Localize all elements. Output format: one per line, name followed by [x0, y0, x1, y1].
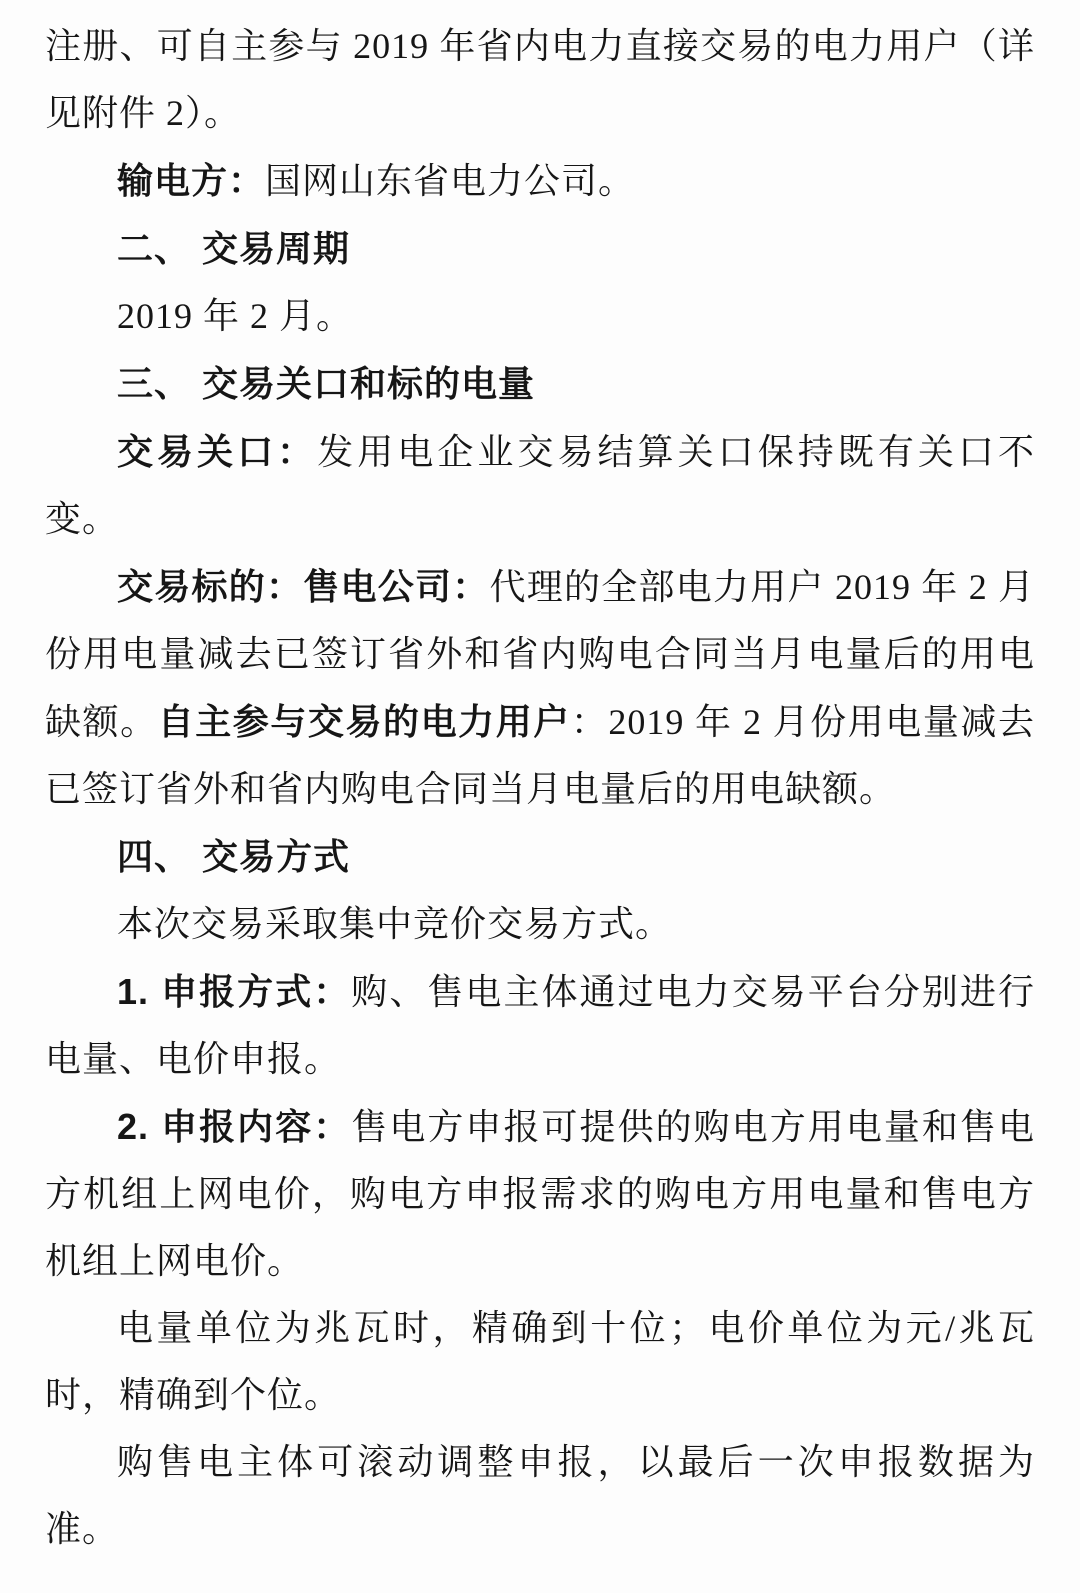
bold-text-segment: 交易关口：	[117, 431, 318, 472]
bold-text-segment: 自主参与交易的电力用户	[157, 701, 571, 742]
text-segment: 2019 年 2 月。	[117, 296, 354, 336]
text-segment: 注册、可自主参与 2019 年省内电力直接交易的电力用户（详见附件 2）。	[45, 26, 1035, 133]
text-segment: 代理的全部电力用户 2019 年 2 月份用电量减去已签订省外和省内购电合同当月电量后的用电缺额。	[45, 567, 1035, 742]
text-segment: 购、售电主体通过电力交易平台分别进行电量、电价申报。	[45, 972, 1035, 1079]
text-segment: ：2019 年 2 月份用电量减去已签订省外和省内购电合同当月电量后的用电缺额。	[45, 702, 1035, 809]
paragraph	[45, 891, 1035, 958]
bold-text-segment: 交易标的：售电公司：	[117, 566, 490, 607]
bold-text-segment: 二、 交易周期	[117, 228, 351, 269]
text-segment: 售电方申报可提供的购电方用电量和售电方机组上网电价，购电方申报需求的购电方用电量和售电方机组上网电价。	[45, 1107, 1035, 1281]
paragraph	[45, 1295, 1035, 1429]
paragraph	[45, 958, 1035, 1093]
section-heading	[45, 823, 1035, 891]
bold-text-segment: 四、 交易方式	[117, 836, 351, 877]
bold-text-segment: 2. 申报内容：	[117, 1106, 352, 1147]
paragraph	[45, 1429, 1035, 1563]
bold-text-segment: 输电方：	[117, 160, 266, 201]
paragraph	[45, 147, 1035, 215]
paragraph	[45, 283, 1035, 350]
paragraph	[45, 553, 1035, 823]
bold-text-segment: 1. 申报方式：	[117, 971, 352, 1012]
text-segment: 购售电主体可滚动调整申报，以最后一次申报数据为准。	[45, 1442, 1035, 1549]
paragraph	[45, 418, 1035, 553]
text-segment: 本次交易采取集中竞价交易方式。	[117, 904, 673, 944]
section-heading	[45, 215, 1035, 283]
section-heading	[45, 350, 1035, 418]
paragraph	[45, 13, 1035, 147]
paragraph	[45, 1093, 1035, 1295]
text-segment: 发用电企业交易结算关口保持既有关口不变。	[45, 432, 1035, 539]
text-segment: 电量单位为兆瓦时，精确到十位；电价单位为元/兆瓦时，精确到个位。	[45, 1308, 1035, 1415]
document-body	[45, 13, 1035, 1563]
text-segment: 国网山东省电力公司。	[265, 161, 636, 201]
bold-text-segment: 三、 交易关口和标的电量	[117, 363, 536, 404]
